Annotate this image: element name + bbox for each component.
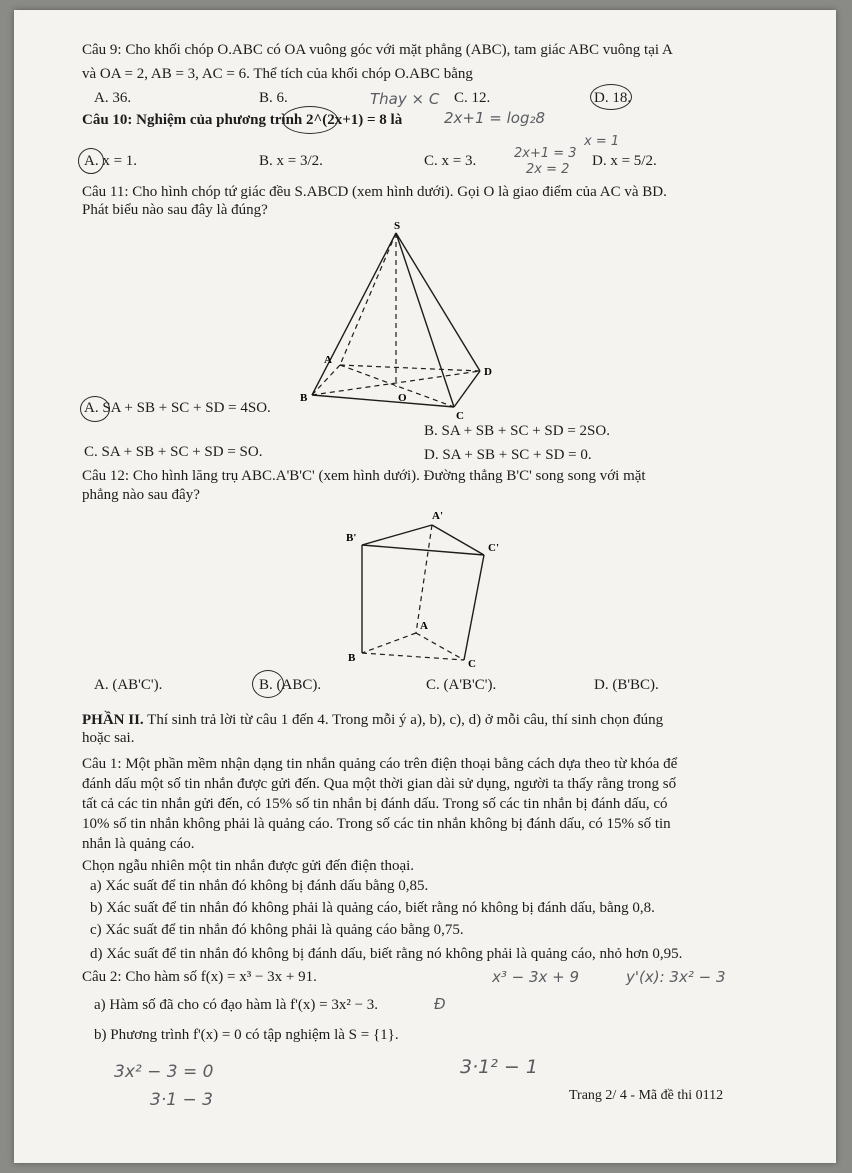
edge-AD: [340, 365, 480, 371]
q10-hand-note-4: x = 1: [584, 134, 620, 149]
c2-hand-note-2: y'(x): 3x² − 3: [626, 968, 726, 986]
edge-BC: [362, 653, 464, 660]
c2-hand-note-1: x³ − 3x + 9: [492, 968, 580, 986]
prism-figure: [324, 505, 504, 670]
label-A-prime: A': [432, 510, 443, 522]
part2-title: PHẦN II.: [82, 712, 144, 728]
label-D: D: [484, 366, 492, 378]
c1-text-line2: đánh dấu một số tin nhắn được gửi đến. Qua một thời gian dài sử dụng, người ta thấy rằng trong số: [82, 776, 677, 792]
edge-B1C1: [362, 545, 484, 555]
c1-statement-a: a) Xác suất để tin nhắn đó không bị đánh dấu bằng 0,85.: [90, 878, 429, 894]
q11-option-b: B. SA + SB + SC + SD = 2SO.: [424, 423, 610, 439]
c2-mark-true: Đ: [434, 995, 446, 1013]
q10-hand-note-3: 2x = 2: [526, 162, 570, 177]
page-footer: Trang 2/ 4 - Mã đề thi 0112: [569, 1088, 724, 1103]
c2-hand-note-5: 3·1² − 1: [460, 1056, 538, 1078]
c1-text-line5: nhắn là quảng cáo.: [82, 836, 195, 852]
q9-handwritten-note: Thay × C: [370, 90, 440, 108]
c2-stem: Câu 2: Cho hàm số f(x) = x³ − 3x + 91.: [82, 969, 317, 985]
label-B-prime: B': [346, 532, 357, 544]
q12-stem-line2: phẳng nào sau đây?: [82, 487, 200, 503]
label-O: O: [398, 392, 407, 404]
q9-option-b: B. 6.: [259, 90, 288, 106]
q12-option-b: B. (ABC).: [259, 677, 322, 693]
diagonal-AC: [340, 365, 454, 407]
q12-option-c: C. (A'B'C').: [426, 677, 497, 693]
part2-intro-line2: hoặc sai.: [82, 730, 135, 746]
q10-stem: Câu 10: Nghiệm của phương trình 2^(2x+1) = 8 là: [82, 112, 403, 128]
edge-A1B1: [362, 525, 432, 545]
edge-AA1: [416, 525, 432, 633]
c1-text-line4: 10% số tin nhắn không phải là quảng cáo. Trong số các tin nhắn không bị đánh dấu, có 15% số tin: [82, 816, 671, 832]
edge-CD: [454, 371, 480, 407]
q10-option-c: C. x = 3.: [424, 153, 477, 169]
c1-statement-b: b) Xác suất để tin nhắn đó không phải là quảng cáo, biết rằng nó không bị đánh dấu, bằng 0,8.: [90, 900, 655, 916]
diagonal-BD: [312, 371, 480, 395]
q9-option-c: C. 12.: [454, 90, 491, 106]
edge-AB: [362, 633, 416, 653]
q10-option-d: D. x = 5/2.: [592, 153, 657, 169]
q12-stem-line1: Câu 12: Cho hình lăng trụ ABC.A'B'C' (xem hình dưới). Đường thẳng B'C' song song với mặt: [82, 468, 646, 484]
c2-hand-note-3: 3x² − 3 = 0: [114, 1062, 214, 1082]
edge-SD: [396, 233, 480, 371]
c2-statement-b: b) Phương trình f'(x) = 0 có tập nghiệm là S = {1}.: [94, 1027, 399, 1043]
c2-statement-a: a) Hàm số đã cho có đạo hàm là f'(x) = 3x² − 3.: [94, 997, 379, 1013]
exam-page: [14, 10, 836, 1163]
c1-statement-d: d) Xác suất để tin nhắn đó không bị đánh dấu, biết rằng nó không phải là quảng cáo, nhỏ hơn 0,95.: [90, 946, 683, 962]
edge-BC: [312, 395, 454, 407]
label-C: C: [468, 658, 476, 670]
q10-hand-note-2: 2x+1 = 3: [514, 146, 577, 161]
q10-hand-note-1: 2x+1 = log₂8: [444, 109, 546, 127]
edge-SB: [312, 233, 396, 395]
q11-stem-line2: Phát biểu nào sau đây là đúng?: [82, 202, 268, 218]
q11-option-d: D. SA + SB + SC + SD = 0.: [424, 447, 592, 463]
label-C-prime: C': [488, 542, 499, 554]
part2-intro-line1: [82, 710, 663, 730]
c1-text-line6: Chọn ngẫu nhiên một tin nhắn được gửi đến điện thoại.: [82, 858, 415, 874]
label-B: B: [300, 392, 308, 404]
c1-text-line1: Câu 1: Một phần mềm nhận dạng tin nhắn quảng cáo trên điện thoại bằng cách dựa theo từ khóa để: [82, 756, 678, 772]
label-S: S: [394, 220, 401, 232]
q11-option-c: C. SA + SB + SC + SD = SO.: [84, 444, 263, 460]
edge-SC: [396, 233, 454, 407]
c1-text-line3: tất cả các tin nhắn gửi đến, có 15% số tin nhắn bị đánh dấu. Trong số các tin nhắn bị đánh dấu, có: [82, 796, 668, 812]
label-B: B: [348, 652, 356, 664]
part2-intro: Thí sinh trả lời từ câu 1 đến 4. Trong mỗi ý a), b), c), d) ở mỗi câu, thí sinh chọn đúng: [147, 712, 664, 728]
label-A: A: [324, 354, 332, 366]
edge-SA: [340, 233, 396, 365]
q9-option-d: D. 18.: [594, 90, 632, 106]
c2-hand-note-4: 3·1 − 3: [150, 1090, 213, 1110]
pyramid-figure: [284, 215, 504, 422]
q12-option-a: A. (AB'C').: [94, 677, 163, 693]
edge-CC1: [464, 555, 484, 660]
q12-option-d: D. (B'BC).: [594, 677, 659, 693]
label-A: A: [420, 620, 428, 632]
label-C: C: [456, 410, 464, 422]
q9-option-a: A. 36.: [94, 90, 132, 106]
q10-option-b: B. x = 3/2.: [259, 153, 323, 169]
q10-option-a: A. x = 1.: [84, 153, 138, 169]
q10-equation-circle: [282, 106, 338, 134]
c1-statement-c: c) Xác suất để tin nhắn đó không phải là quảng cáo bằng 0,75.: [90, 922, 464, 938]
q9-stem-line1: Câu 9: Cho khối chóp O.ABC có OA vuông góc với mặt phẳng (ABC), tam giác ABC vuông tại A: [82, 42, 673, 58]
q11-stem-line1: Câu 11: Cho hình chóp tứ giác đều S.ABCD (xem hình dưới). Gọi O là giao điểm của AC và BD.: [82, 184, 667, 200]
q11-option-a: A. SA + SB + SC + SD = 4SO.: [84, 400, 271, 416]
q9-stem-line2: và OA = 2, AB = 3, AC = 6. Thể tích của khối chóp O.ABC bằng: [82, 66, 473, 82]
edge-AC: [416, 633, 464, 660]
edge-A1C1: [432, 525, 484, 555]
